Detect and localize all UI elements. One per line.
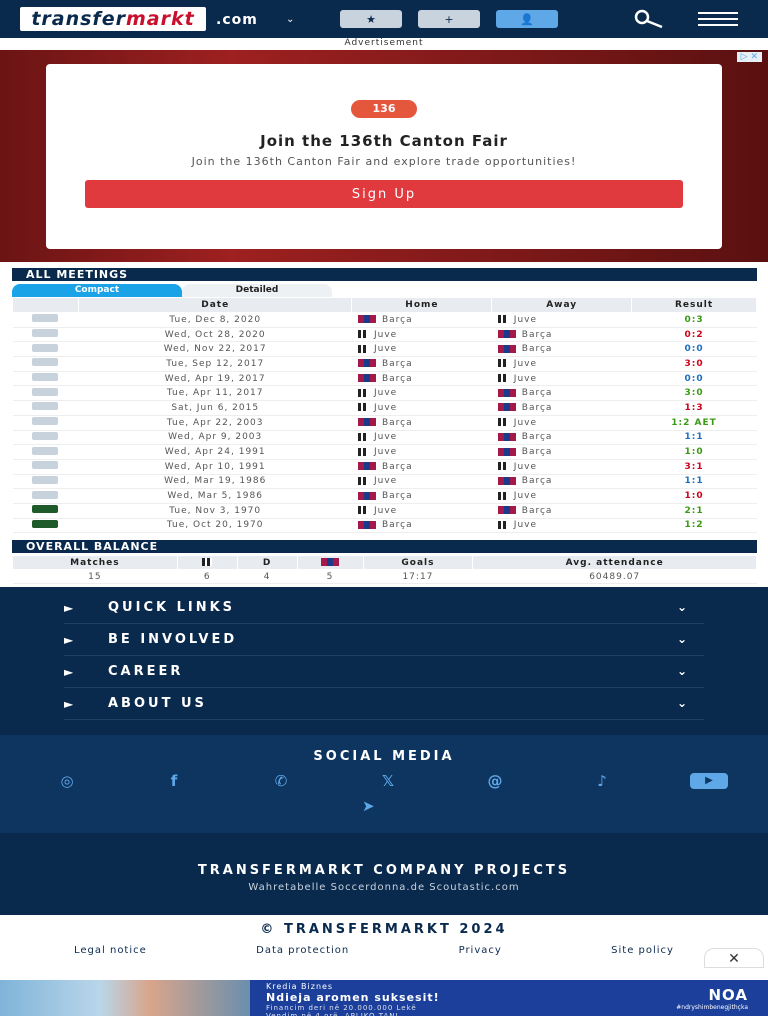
away-team-name[interactable]: Barça (521, 476, 553, 487)
legal-links (74, 945, 674, 956)
home-crest-icon (358, 418, 376, 426)
home-crest-icon (358, 330, 368, 338)
competition-cell (13, 518, 79, 533)
table-row[interactable] (13, 474, 757, 489)
ad-fine-print-2: Vendim në 4 orë. APLIKO TANI (266, 1012, 399, 1020)
competition-cell (13, 415, 79, 430)
away-crest-icon (498, 403, 516, 411)
away-team-name[interactable]: Juve (513, 520, 538, 531)
table-row[interactable] (13, 327, 757, 342)
result-cell[interactable]: 0:3 (632, 313, 757, 328)
table-row[interactable] (13, 401, 757, 416)
sign-up-button[interactable]: Sign Up (85, 180, 683, 208)
home-crest-icon (358, 448, 368, 456)
away-team-cell[interactable] (492, 401, 632, 416)
result-cell[interactable]: 0:0 (632, 371, 757, 386)
date-cell: Tue, Dec 8, 2020 (78, 313, 352, 328)
site-policy-link[interactable]: Site policy (611, 945, 674, 956)
result-cell[interactable]: 1:3 (632, 401, 757, 416)
canton-fair-logo: 136 (351, 100, 417, 118)
chevron-down-icon[interactable]: ⌄ (286, 14, 295, 25)
ad-close-icon[interactable]: ▷ ✕ (737, 52, 762, 62)
home-team-name[interactable]: Juve (373, 432, 398, 443)
meetings-table (12, 297, 757, 533)
ad-fine-print: Financim deri në 20.000.000 Lekë (266, 1004, 417, 1012)
date-cell: Tue, Apr 22, 2003 (78, 415, 352, 430)
competition-logo-icon (32, 432, 58, 440)
away-crest-icon (498, 359, 508, 367)
home-team-cell[interactable] (352, 445, 492, 460)
column-header (13, 298, 79, 313)
table-row[interactable] (13, 357, 757, 372)
home-team-name[interactable]: Juve (373, 329, 398, 340)
competition-logo-icon (32, 520, 58, 528)
my-club-button[interactable] (418, 10, 480, 28)
favorites-button[interactable] (340, 10, 402, 28)
competition-cell (13, 445, 79, 460)
home-team-name[interactable]: Juve (373, 344, 398, 355)
home-team-cell[interactable] (352, 371, 492, 386)
search-icon[interactable] (624, 9, 666, 29)
facebook-icon[interactable]: f (170, 772, 178, 790)
competition-cell (13, 386, 79, 401)
date-cell: Wed, Apr 10, 1991 (78, 459, 352, 474)
user-icon: 👤 (520, 12, 534, 26)
chevron-down-icon: ⌄ (676, 664, 690, 678)
table-row[interactable] (13, 489, 757, 504)
footer-link-label: ABOUT US (108, 696, 207, 711)
away-team-cell[interactable] (492, 459, 632, 474)
away-team-name[interactable]: Juve (513, 373, 538, 384)
competition-cell (13, 342, 79, 357)
footer-link-quick-links[interactable] (64, 592, 704, 624)
tiktok-icon[interactable]: ♪ (597, 772, 607, 790)
ad-card (46, 64, 722, 249)
tab-compact[interactable]: Compact (12, 284, 182, 297)
competition-cell (13, 357, 79, 372)
away-crest-icon (498, 374, 508, 382)
ad-brand-tagline: #ndryshimbenegjithçka (676, 1004, 748, 1011)
away-team-cell[interactable] (492, 327, 632, 342)
home-crest-icon (358, 359, 376, 367)
table-row[interactable] (13, 503, 757, 518)
away-team-cell[interactable] (492, 386, 632, 401)
competition-logo-icon (32, 388, 58, 396)
home-team-cell[interactable] (352, 489, 492, 504)
result-cell[interactable]: 3:1 (632, 459, 757, 474)
away-crest-icon (498, 448, 516, 456)
home-crest-icon (358, 389, 368, 397)
column-header-attendance: Avg. attendance (473, 556, 757, 570)
whatsapp-icon[interactable]: ✆ (274, 772, 288, 790)
home-team-cell[interactable] (352, 503, 492, 518)
competition-logo-icon (32, 417, 58, 425)
away-team-cell[interactable] (492, 518, 632, 533)
shield-icon: + (444, 12, 454, 26)
ad-photo (0, 980, 250, 1016)
away-team-name[interactable]: Juve (513, 491, 538, 502)
away-team-cell[interactable] (492, 342, 632, 357)
company-projects-title: TRANSFERMARKT COMPANY PROJECTS (197, 863, 571, 878)
company-projects-links[interactable]: Wahretabelle Soccerdonna.de Scoutastic.com (248, 882, 520, 893)
away-team-name[interactable]: Barça (521, 402, 553, 413)
home-crest-icon (358, 315, 376, 323)
social-media-section (0, 735, 768, 833)
competition-cell (13, 401, 79, 416)
competition-logo-icon (32, 447, 58, 455)
away-crest-icon (498, 315, 508, 323)
away-team-cell[interactable] (492, 415, 632, 430)
home-team-cell[interactable] (352, 386, 492, 401)
column-header-home: Home (352, 298, 492, 313)
away-crest-icon (498, 418, 508, 426)
home-crest-icon (358, 433, 368, 441)
home-team-name[interactable]: Barça (381, 358, 413, 369)
threads-icon[interactable]: @ (487, 772, 503, 790)
company-projects-section (0, 833, 768, 915)
home-crest-icon (358, 374, 376, 382)
home-team-cell[interactable] (352, 327, 492, 342)
footer-link-be-involved[interactable] (64, 624, 704, 656)
logo-main-text: transfer (31, 8, 126, 30)
close-ad-icon[interactable]: ✕ (704, 948, 764, 968)
footer-link-label: QUICK LINKS (108, 600, 236, 615)
ad-subtitle: Join the 136th Canton Fair and explore trade opportunities! (191, 155, 577, 168)
juve-crest-header (177, 556, 237, 570)
arrow-right-icon: ► (64, 600, 77, 615)
away-team-name[interactable]: Juve (513, 314, 538, 325)
home-team-name[interactable]: Barça (381, 520, 413, 531)
tab-detailed[interactable]: Detailed (182, 284, 332, 297)
home-team-name[interactable]: Juve (373, 447, 398, 458)
away-team-cell[interactable] (492, 503, 632, 518)
away-team-cell[interactable] (492, 474, 632, 489)
home-team-cell[interactable] (352, 518, 492, 533)
away-team-name[interactable]: Barça (521, 388, 553, 399)
home-team-cell[interactable] (352, 401, 492, 416)
social-icons-row (48, 773, 728, 789)
advertisement-label: Advertisement (344, 38, 424, 48)
away-crest-icon (498, 477, 516, 485)
barca-crest-header (297, 556, 363, 570)
away-crest-icon (498, 433, 516, 441)
away-crest-icon (498, 462, 508, 470)
away-team-name[interactable]: Barça (521, 432, 553, 443)
copyright-text: © TRANSFERMARKT 2024 (260, 922, 508, 937)
date-cell: Wed, Nov 22, 2017 (78, 342, 352, 357)
telegram-icon[interactable]: ➤ (362, 797, 375, 815)
chevron-down-icon: ⌄ (676, 632, 690, 646)
column-header-draws: D (237, 556, 297, 570)
away-team-cell[interactable] (492, 445, 632, 460)
column-header-goals: Goals (363, 556, 473, 570)
footer-link-label: CAREER (108, 664, 184, 679)
balance-table (12, 555, 757, 584)
ad-content (250, 980, 768, 1020)
home-crest-icon (358, 506, 368, 514)
barca-wins-value: 5 (297, 570, 363, 584)
home-crest-icon (358, 345, 368, 353)
competition-cell (13, 459, 79, 474)
away-crest-icon (498, 389, 516, 397)
ad-small-text: Kredia Biznes (266, 982, 334, 991)
result-cell[interactable]: 1:2 AET (632, 415, 757, 430)
view-tabs (12, 284, 757, 297)
home-team-name[interactable]: Juve (373, 505, 398, 516)
column-header-away: Away (492, 298, 632, 313)
table-row[interactable] (13, 386, 757, 401)
overall-balance-heading: OVERALL BALANCE (12, 540, 757, 553)
footer-link-about-us[interactable] (64, 688, 704, 720)
footer-links-section (0, 587, 768, 735)
away-team-name[interactable]: Barça (521, 505, 553, 516)
competition-logo-icon (32, 491, 58, 499)
logo-accent-text: markt (125, 8, 195, 30)
date-cell: Wed, Mar 19, 1986 (78, 474, 352, 489)
competition-cell (13, 489, 79, 504)
away-crest-icon (498, 330, 516, 338)
home-team-cell[interactable] (352, 459, 492, 474)
away-team-name[interactable]: Barça (521, 447, 553, 458)
column-header-result: Result (632, 298, 757, 313)
competition-logo-icon (32, 344, 58, 352)
table-row[interactable] (13, 459, 757, 474)
home-team-name[interactable]: Barça (381, 417, 413, 428)
youtube-icon[interactable]: ▶ (690, 773, 728, 789)
x-icon[interactable]: 𝕏 (381, 772, 395, 790)
result-cell[interactable]: 0:2 (632, 327, 757, 342)
ad-banner[interactable] (0, 50, 768, 262)
column-header-date: Date (78, 298, 352, 313)
chevron-down-icon: ⌄ (676, 696, 690, 710)
hamburger-menu-icon[interactable] (698, 12, 738, 26)
competition-logo-icon (32, 461, 58, 469)
competition-logo-icon (32, 373, 58, 381)
balance-row (13, 570, 757, 584)
arrow-right-icon: ► (64, 632, 77, 647)
juventus-crest-icon (202, 558, 212, 566)
result-cell[interactable]: 3:0 (632, 357, 757, 372)
goals-value: 17:17 (363, 570, 473, 584)
top-navigation-bar (0, 0, 768, 38)
result-cell[interactable]: 1:1 (632, 430, 757, 445)
date-cell: Tue, Nov 3, 1970 (78, 503, 352, 518)
competition-logo-icon (32, 402, 58, 410)
meetings-table-body (13, 313, 757, 533)
barcelona-crest-icon (321, 558, 339, 566)
competition-logo-icon (32, 476, 58, 484)
table-row[interactable] (13, 430, 757, 445)
away-team-cell[interactable] (492, 371, 632, 386)
home-team-name[interactable]: Juve (373, 476, 398, 487)
home-team-cell[interactable] (352, 313, 492, 328)
result-cell[interactable]: 1:2 (632, 518, 757, 533)
date-cell: Sat, Jun 6, 2015 (78, 401, 352, 416)
home-crest-icon (358, 462, 376, 470)
footer-link-career[interactable] (64, 656, 704, 688)
arrow-right-icon: ► (64, 696, 77, 711)
table-row[interactable] (13, 313, 757, 328)
competition-logo-icon (32, 329, 58, 337)
chevron-down-icon: ⌄ (676, 600, 690, 614)
instagram-icon[interactable]: ◎ (60, 772, 74, 790)
date-cell: Tue, Oct 20, 1970 (78, 518, 352, 533)
table-row[interactable] (13, 342, 757, 357)
ad-brand-logo: NOA (708, 986, 748, 1004)
date-cell: Wed, Apr 24, 1991 (78, 445, 352, 460)
home-crest-icon (358, 477, 368, 485)
home-team-name[interactable]: Barça (381, 373, 413, 384)
legal-notice-link[interactable]: Legal notice (74, 945, 147, 956)
date-cell: Wed, Apr 19, 2017 (78, 371, 352, 386)
all-meetings-heading: ALL MEETINGS (12, 268, 757, 281)
competition-logo-icon (32, 314, 58, 322)
ad-headline: Ndieja aromen suksesit! (266, 991, 440, 1004)
table-row[interactable] (13, 415, 757, 430)
date-cell: Tue, Sep 12, 2017 (78, 357, 352, 372)
competition-cell (13, 313, 79, 328)
draws-value: 4 (237, 570, 297, 584)
competition-cell (13, 430, 79, 445)
away-crest-icon (498, 521, 508, 529)
away-team-name[interactable]: Juve (513, 358, 538, 369)
bottom-ad-banner[interactable] (0, 980, 768, 1020)
away-crest-icon (498, 492, 508, 500)
competition-logo-icon (32, 505, 58, 513)
away-team-name[interactable]: Barça (521, 329, 553, 340)
home-team-cell[interactable] (352, 415, 492, 430)
home-crest-icon (358, 403, 368, 411)
away-crest-icon (498, 506, 516, 514)
home-team-cell[interactable] (352, 474, 492, 489)
away-team-cell[interactable] (492, 430, 632, 445)
home-team-cell[interactable] (352, 342, 492, 357)
result-cell[interactable]: 3:0 (632, 386, 757, 401)
result-cell[interactable]: 1:0 (632, 445, 757, 460)
table-row[interactable] (13, 518, 757, 533)
footer-link-label: BE INVOLVED (108, 632, 238, 647)
home-team-cell[interactable] (352, 357, 492, 372)
competition-cell (13, 327, 79, 342)
privacy-link[interactable]: Privacy (458, 945, 502, 956)
star-icon: ★ (366, 12, 376, 26)
home-crest-icon (358, 492, 376, 500)
matches-value: 15 (13, 570, 178, 584)
competition-cell (13, 503, 79, 518)
home-team-name[interactable]: Barça (381, 491, 413, 502)
home-team-cell[interactable] (352, 430, 492, 445)
away-team-cell[interactable] (492, 357, 632, 372)
away-crest-icon (498, 345, 516, 353)
home-team-name[interactable]: Barça (381, 314, 413, 325)
table-row[interactable] (13, 445, 757, 460)
arrow-right-icon: ► (64, 664, 77, 679)
competition-cell (13, 371, 79, 386)
attendance-value: 60489.07 (473, 570, 757, 584)
juve-wins-value: 6 (177, 570, 237, 584)
home-team-name[interactable]: Juve (373, 388, 398, 399)
home-team-name[interactable]: Barça (381, 461, 413, 472)
result-cell[interactable]: 2:1 (632, 503, 757, 518)
domain-selector[interactable]: .com (216, 12, 258, 28)
home-crest-icon (358, 521, 376, 529)
ad-title: Join the 136th Canton Fair (260, 132, 508, 150)
transfermarkt-logo[interactable] (20, 7, 206, 31)
date-cell: Wed, Apr 9, 2003 (78, 430, 352, 445)
result-cell[interactable]: 0:0 (632, 342, 757, 357)
column-header-matches: Matches (13, 556, 178, 570)
result-cell[interactable]: 1:0 (632, 489, 757, 504)
data-protection-link[interactable]: Data protection (256, 945, 350, 956)
away-team-name[interactable]: Juve (513, 417, 538, 428)
date-cell: Tue, Apr 11, 2017 (78, 386, 352, 401)
competition-cell (13, 474, 79, 489)
date-cell: Wed, Oct 28, 2020 (78, 327, 352, 342)
competition-logo-icon (32, 358, 58, 366)
away-team-name[interactable]: Juve (513, 461, 538, 472)
date-cell: Wed, Mar 5, 1986 (78, 489, 352, 504)
table-row[interactable] (13, 371, 757, 386)
home-team-name[interactable]: Juve (373, 402, 398, 413)
social-media-title: SOCIAL MEDIA (313, 749, 455, 764)
login-button[interactable] (496, 10, 558, 28)
away-team-name[interactable]: Barça (521, 344, 553, 355)
away-team-cell[interactable] (492, 313, 632, 328)
away-team-cell[interactable] (492, 489, 632, 504)
result-cell[interactable]: 1:1 (632, 474, 757, 489)
